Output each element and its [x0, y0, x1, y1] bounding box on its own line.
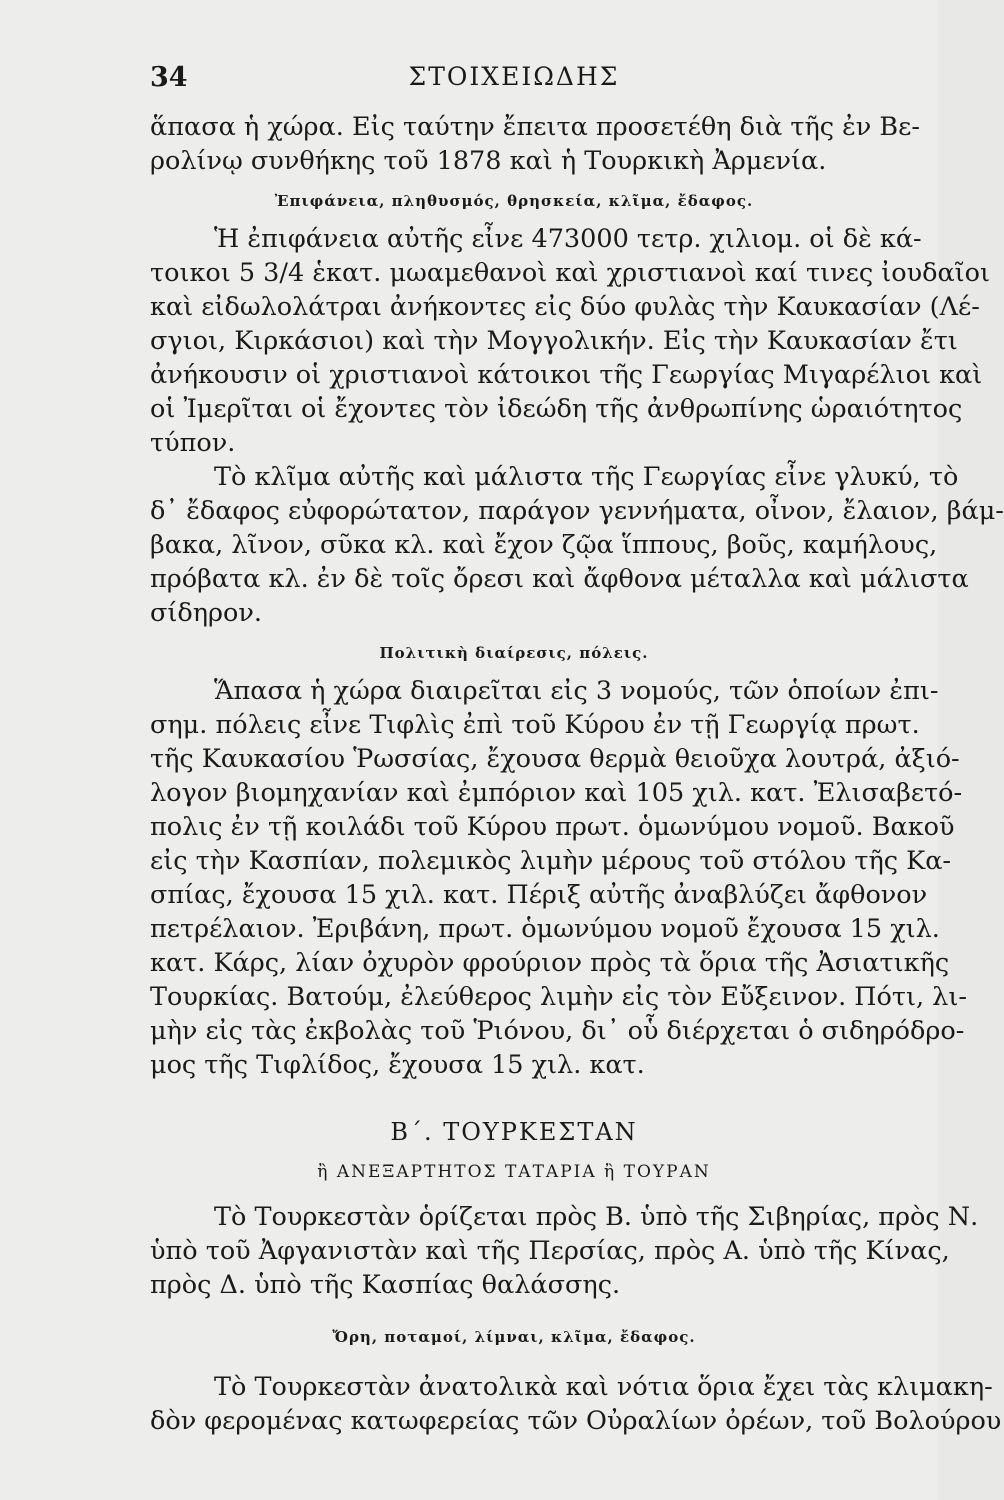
text-line: εἰς τὴν Κασπίαν, πολεμικὸς λιμὴν μέρους τοῦ στόλου τῆς Κα-: [150, 846, 952, 876]
text-line: Τουρκίας. Βατούμ, ἐλεύθερος λιμὴν εἰς τὸν Εὔξεινον. Πότι, λι-: [150, 982, 967, 1012]
running-head: [150, 62, 878, 96]
text-line: πρὸς Δ. ὑπὸ τῆς Κασπίας θαλάσσης.: [150, 1270, 621, 1300]
text-line: σπίας, ἔχουσα 15 χιλ. κατ. Πέριξ αὐτῆς ἀναβλύζει ἄφθονον: [150, 880, 928, 910]
body-text: [150, 110, 1004, 1438]
text-line: μὴν εἰς τὰς ἐκβολὰς τοῦ Ῥιόνου, δι᾽ οὗ διέρχεται ὁ σιδηρόδρο-: [150, 1016, 965, 1046]
paragraph: [150, 1200, 979, 1302]
subheading: Πολιτικὴ διαίρεσις, πόλεις.: [379, 644, 649, 662]
text-line: τῆς Καυκασίου Ῥωσσίας, ἔχουσα θερμὰ θειοῦχα λουτρά, ἀξιό-: [150, 744, 960, 774]
text-line: λογον βιομηχανίαν καὶ ἐμπόριον καὶ 105 χιλ. κατ. Ἐλισαβετό-: [150, 778, 963, 808]
spacer: [150, 1358, 878, 1370]
running-title: ΣΤΟΙΧΕΙΩΔΗΣ: [408, 62, 620, 91]
text-line: τοικοι 5 3/4 ἑκατ. μωαμεθανοὶ καὶ χριστιανοὶ καί τινες ἰουδαῖοι: [150, 258, 991, 288]
text-line: πετρέλαιον. Ἐριβάνη, πρωτ. ὁμωνύμου νομοῦ ἔχουσα 15 χιλ.: [150, 914, 940, 944]
text-line: Τὸ κλῖμα αὐτῆς καὶ μάλιστα τῆς Γεωργίας εἶνε γλυκύ, τὸ: [214, 462, 959, 492]
spacer: [150, 1302, 878, 1314]
paragraph: [150, 460, 1004, 630]
text-line: ὑπὸ τοῦ Ἀφγανιστὰν καὶ τῆς Περσίας, πρὸς Α. ὑπὸ τῆς Κίνας,: [150, 1236, 950, 1266]
text-line: μος τῆς Τιφλίδος, ἔχουσα 15 χιλ. κατ.: [150, 1050, 645, 1080]
section-title: Β´. ΤΟΥΡΚΕΣΤΑΝ: [390, 1118, 638, 1146]
text-line: Τὸ Τουρκεστὰν ἀνατολικὰ καὶ νότια ὅρια ἔχει τὰς κλιμακη-: [214, 1372, 993, 1402]
text-line: σημ. πόλεις εἶνε Τιφλὶς ἐπὶ τοῦ Κύρου ἐν τῇ Γεωργίᾳ πρωτ.: [150, 710, 920, 740]
paragraph: [150, 674, 967, 1082]
text-line: ἅπασα ἡ χώρα. Εἰς ταύτην ἔπειτα προσετέθη διὰ τῆς ἐν Βε-: [150, 112, 920, 142]
subheading: Ἐπιφάνεια, πληθυσμός, θρησκεία, κλῖμα, ἔδαφος.: [274, 192, 754, 210]
text-line: τύπον.: [150, 428, 236, 458]
paragraph: [150, 110, 920, 178]
text-line: σίδηρον.: [150, 598, 262, 628]
text-line: πρόβατα κλ. ἐν δὲ τοῖς ὄρεσι καὶ ἄφθονα μέταλλα καὶ μάλιστα: [150, 564, 969, 594]
text-line: ρολίνῳ συνθήκης τοῦ 1878 καὶ ἡ Τουρκικὴ Ἀρμενία.: [150, 146, 827, 176]
text-line: Τὸ Τουρκεστὰν ὁρίζεται πρὸς Β. ὑπὸ τῆς Σιβηρίας, πρὸς Ν.: [214, 1202, 979, 1232]
text-line: βακα, λῖνον, σῦκα κλ. καὶ ἔχον ζῷα ἵππους, βοῦς, καμήλους,: [150, 530, 938, 560]
text-line: δὸν φερομένας κατωφερείας τῶν Οὐραλίων ὀρέων, τοῦ Βολούρου: [150, 1406, 1002, 1436]
section-subtitle: ἢ ΑΝΕΞΑΡΤΗΤΟΣ ΤΑΤΑΡΙΑ ἢ ΤΟΥΡΑΝ: [317, 1162, 711, 1182]
text-line: κατ. Κάρς, λίαν ὀχυρὸν φρούριον πρὸς τὰ ὅρια τῆς Ἀσιατικῆς: [150, 948, 950, 978]
text-line: Ἅπασα ἡ χώρα διαιρεῖται εἰς 3 νομούς, τῶν ὁποίων ἐπι-: [214, 676, 939, 706]
paragraph: [150, 222, 991, 460]
text-line: πολις ἐν τῇ κοιλάδι τοῦ Κύρου πρωτ. ὁμωνύμου νομοῦ. Βακοῦ: [150, 812, 955, 842]
text-line: οἱ Ἰμερῖται οἱ ἔχοντες τὸν ἰδεώδη τῆς ἀνθρωπίνης ὡραιότητος: [150, 394, 963, 424]
text-line: ἀνήκουσιν οἱ χριστιανοὶ κάτοικοι τῆς Γεωργίας Μιγαρέλιοι καὶ: [150, 360, 983, 390]
text-line: σγιοι, Κιρκάσιοι) καὶ τὴν Μογγολικήν. Εἰς τὴν Καυκασίαν ἔτι: [150, 326, 958, 356]
text-line: καὶ εἰδωλολάτραι ἀνήκοντες εἰς δύο φυλὰς τὴν Καυκασίαν (Λέ-: [150, 292, 980, 322]
text-line: Ἡ ἐπιφάνεια αὐτῆς εἶνε 473000 τετρ. χιλιομ. οἱ δὲ κά-: [214, 224, 922, 254]
page-number: 34: [150, 62, 188, 93]
subheading: Ὄρη, ποταμοί, λίμναι, κλῖμα, ἔδαφος.: [332, 1328, 696, 1346]
paragraph: [150, 1370, 1002, 1438]
text-line: δ᾽ ἔδαφος εὐφορώτατον, παράγον γεννήματα, οἶνον, ἔλαιον, βάμ-: [150, 496, 1004, 526]
